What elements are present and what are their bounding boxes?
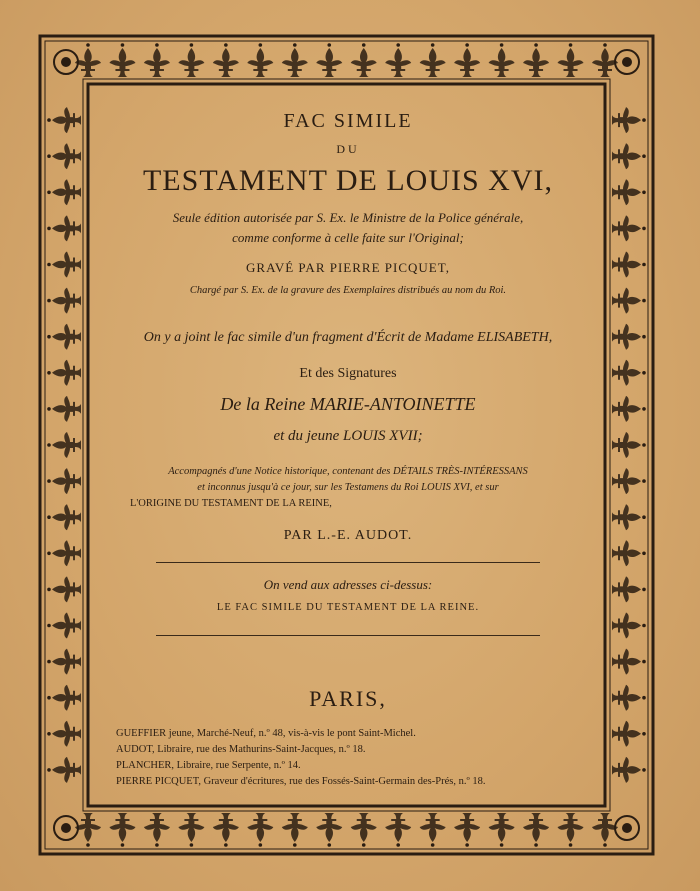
address-gueffier: GUEFFIER jeune, Marché-Neuf, n.º 48, vis-à-vis le pont Saint-Michel.: [116, 728, 416, 739]
title-fac-simile: FAC SIMILE: [283, 110, 413, 132]
line-joint: On y a joint le fac simile d'un fragment d'Écrit de Madame ELISABETH,: [143, 330, 553, 345]
divider-rule-top: [156, 562, 540, 563]
line-louis-xvii: et du jeune LOUIS XVII;: [273, 428, 423, 444]
line-conforme: comme conforme à celle faite sur l'Original;: [232, 230, 464, 245]
line-par-audot: PAR L.-E. AUDOT.: [283, 528, 413, 543]
title-du: DU: [336, 142, 360, 156]
line-notice-1: Accompagnés d'une Notice historique, contenant des DÉTAILS TRÈS-INTÉRESSANS: [168, 466, 528, 477]
line-charge: Chargé par S. Ex. de la gravure des Exemplaires distribués au nom du Roi.: [189, 285, 507, 296]
title-testament: TESTAMENT DE LOUIS XVI,: [142, 164, 553, 197]
line-fac-simile-reine: LE FAC SIMILE DU TESTAMENT DE LA REINE.: [216, 602, 480, 613]
line-grave: GRAVÉ PAR PIERRE PICQUET,: [246, 260, 450, 275]
divider-rule-bottom: [156, 635, 540, 636]
line-paris: PARIS,: [309, 686, 387, 711]
line-signatures: Et des Signatures: [299, 366, 397, 381]
address-plancher: PLANCHER, Libraire, rue Serpente, n.º 14.: [116, 760, 301, 771]
address-picquet: PIERRE PICQUET, Graveur d'écritures, rue des Fossés-Saint-Germain des-Prés, n.º 18.: [116, 776, 486, 787]
line-notice-3: L'ORIGINE DU TESTAMENT DE LA REINE,: [130, 498, 332, 509]
line-notice-2: et inconnus jusqu'à ce jour, sur les Testamens du Roi LOUIS XVI, et sur: [197, 482, 499, 493]
line-authorise: Seule édition autorisée par S. Ex. le Ministre de la Police générale,: [172, 210, 524, 225]
line-vend: On vend aux adresses ci-dessus:: [263, 577, 433, 592]
title-text-block: [94, 90, 602, 802]
address-audot: AUDOT, Libraire, rue des Mathurins-Saint-Jacques, n.º 18.: [116, 744, 366, 755]
line-reine: De la Reine MARIE-ANTOINETTE: [220, 394, 476, 414]
